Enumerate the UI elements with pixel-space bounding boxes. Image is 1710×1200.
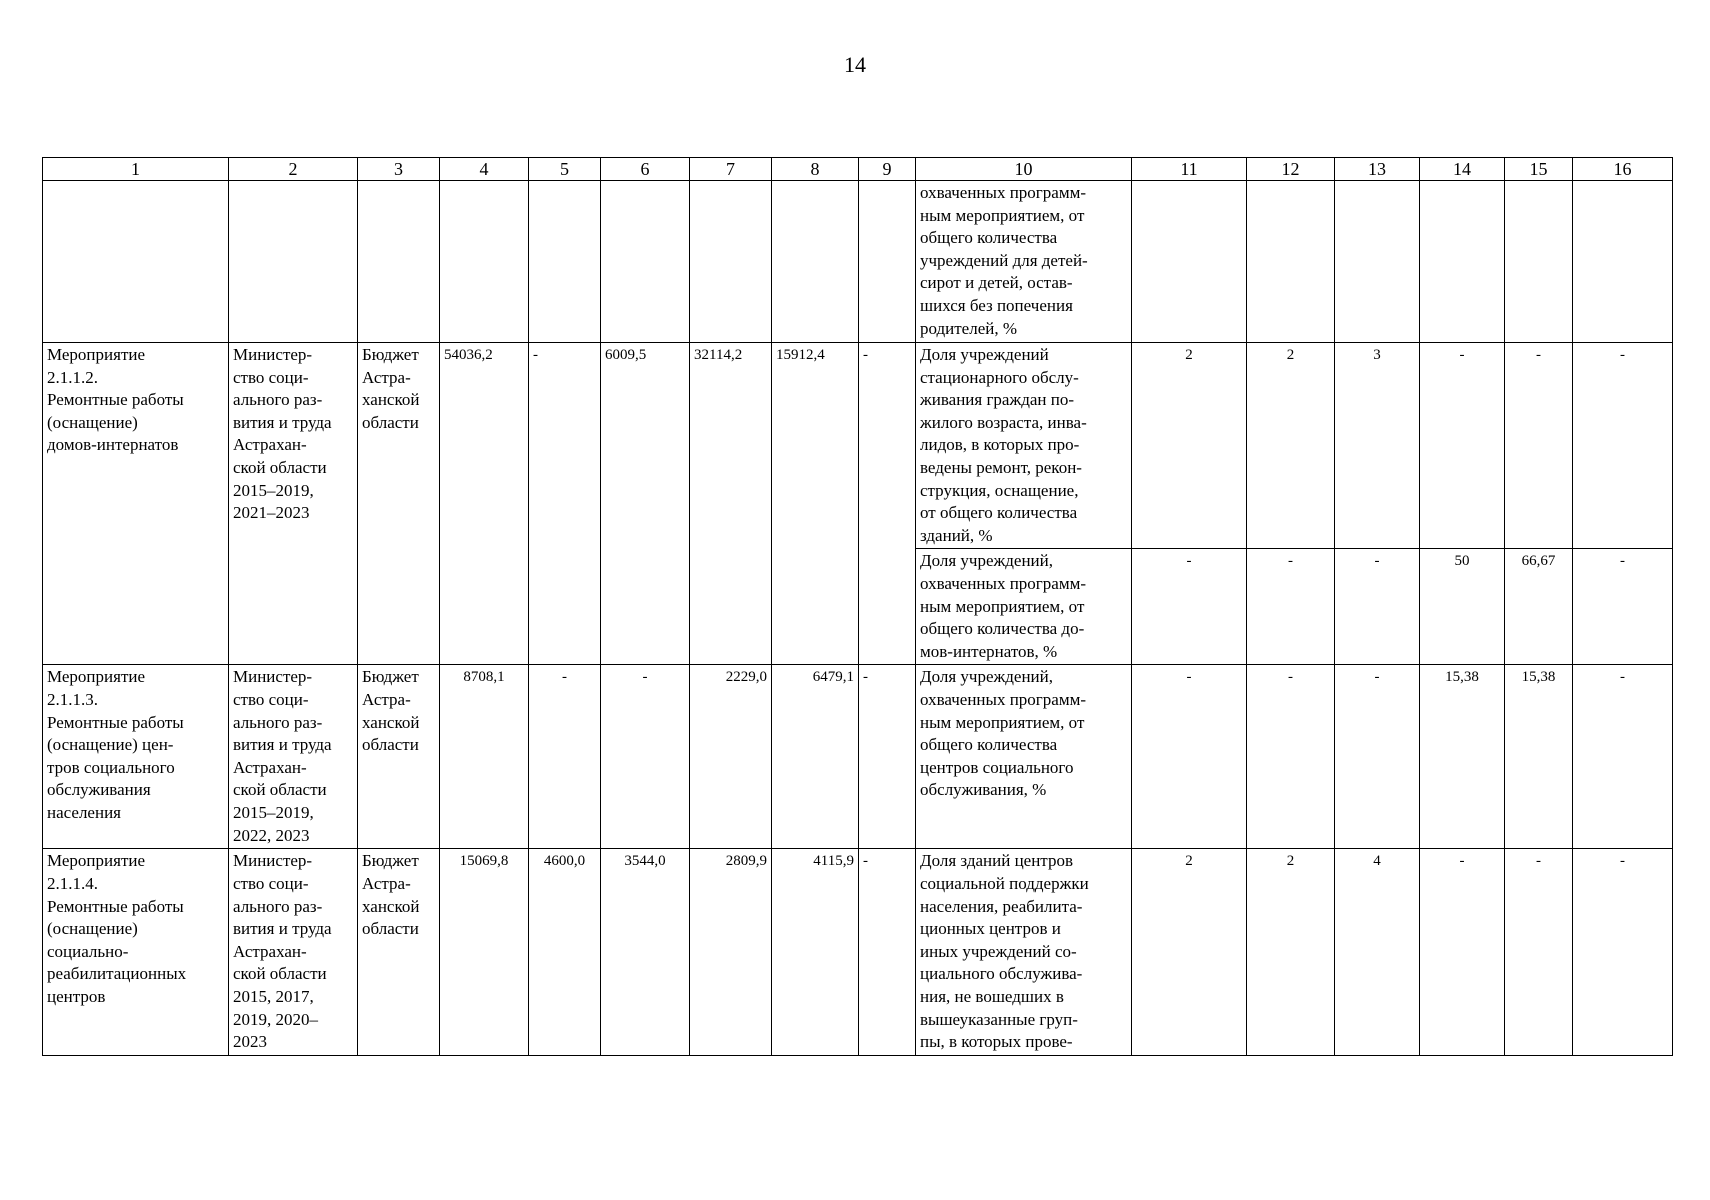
indicator-value-cell: 66,67: [1505, 549, 1573, 665]
column-number: 3: [358, 158, 440, 181]
column-number: 8: [772, 158, 859, 181]
column-number: 7: [690, 158, 772, 181]
indicator-value-cell: -: [1335, 549, 1420, 665]
table-cell: [1247, 181, 1335, 343]
amount-cell: 32114,2: [690, 343, 772, 665]
column-number: 11: [1132, 158, 1247, 181]
amount-cell: 4600,0: [529, 849, 601, 1055]
table-cell: [859, 181, 916, 343]
table-cell: [358, 181, 440, 343]
indicator-value-cell: 2: [1132, 343, 1247, 549]
table-cell: [690, 181, 772, 343]
indicator-value-cell: 3: [1335, 343, 1420, 549]
measure-name-cell: Мероприятие 2.1.1.2. Ремонтные работы (оснащение) домов-интернатов: [43, 343, 229, 665]
indicator-value-cell: -: [1247, 549, 1335, 665]
total-amount-cell: 8708,1: [440, 665, 529, 849]
table-cell: [229, 181, 358, 343]
table-cell: [43, 181, 229, 343]
column-number: 14: [1420, 158, 1505, 181]
column-number: 15: [1505, 158, 1573, 181]
funding-source-cell: Бюджет Астра- ханской области: [358, 343, 440, 665]
table-row-2114: [43, 849, 1673, 1055]
indicator-value-cell: -: [1573, 343, 1673, 549]
amount-cell: 6479,1: [772, 665, 859, 849]
table-cell: [1573, 181, 1673, 343]
column-number: 10: [916, 158, 1132, 181]
indicator-value-cell: 2: [1247, 343, 1335, 549]
amount-cell: 6009,5: [601, 343, 690, 665]
executor-cell: Министер- ство соци- ального раз- вития и труда Астрахан- ской области 2015–2019, 2022, 2023: [229, 665, 358, 849]
indicator-value-cell: -: [1335, 665, 1420, 849]
table-cell: [440, 181, 529, 343]
amount-cell: 2229,0: [690, 665, 772, 849]
indicator-value-cell: -: [1573, 849, 1673, 1055]
indicator-cell: Доля зданий центров социальной поддержки населения, реабилита- ционных центров и иных учреждений со- циального обслужива- ния, не вошедших в вышеуказанные груп- пы, в которых прове-: [916, 849, 1132, 1055]
executor-cell: Министер- ство соци- ального раз- вития и труда Астрахан- ской области 2015–2019, 2021–2023: [229, 343, 358, 665]
table-cell: [772, 181, 859, 343]
amount-cell: -: [859, 665, 916, 849]
amount-cell: -: [529, 343, 601, 665]
indicator-value-cell: -: [1132, 665, 1247, 849]
column-numbers-row: [43, 158, 1673, 181]
table-cell: [1132, 181, 1247, 343]
indicator-value-cell: 2: [1132, 849, 1247, 1055]
measure-name-cell: Мероприятие 2.1.1.3. Ремонтные работы (оснащение) цен- тров социального обслуживания населения: [43, 665, 229, 849]
column-number: 1: [43, 158, 229, 181]
funding-source-cell: Бюджет Астра- ханской области: [358, 849, 440, 1055]
program-table: [42, 157, 1673, 1056]
indicator-value-cell: 15,38: [1420, 665, 1505, 849]
column-number: 13: [1335, 158, 1420, 181]
indicator-value-cell: 2: [1247, 849, 1335, 1055]
amount-cell: 2809,9: [690, 849, 772, 1055]
table-cell: [529, 181, 601, 343]
indicator-value-cell: -: [1573, 549, 1673, 665]
table-row-continuation: [43, 181, 1673, 343]
executor-cell: Министер- ство соци- ального раз- вития и труда Астрахан- ской области 2015, 2017, 2019, 2020– 2023: [229, 849, 358, 1055]
amount-cell: 3544,0: [601, 849, 690, 1055]
indicator-value-cell: 4: [1335, 849, 1420, 1055]
column-number: 6: [601, 158, 690, 181]
table-cell: [601, 181, 690, 343]
amount-cell: -: [529, 665, 601, 849]
funding-source-cell: Бюджет Астра- ханской области: [358, 665, 440, 849]
indicator-value-cell: -: [1505, 343, 1573, 549]
table-row-2112: [43, 343, 1673, 549]
table-cell: [1505, 181, 1573, 343]
indicator-value-cell: 15,38: [1505, 665, 1573, 849]
column-number: 12: [1247, 158, 1335, 181]
indicator-value-cell: -: [1505, 849, 1573, 1055]
indicator-cell: охваченных программ- ным мероприятием, от общего количества учреждений для детей- сирот и детей, остав- шихся без попечения родителей, %: [916, 181, 1132, 343]
amount-cell: 15912,4: [772, 343, 859, 665]
measure-name-cell: Мероприятие 2.1.1.4. Ремонтные работы (оснащение) социально- реабилитационных центров: [43, 849, 229, 1055]
column-number: 4: [440, 158, 529, 181]
amount-cell: 4115,9: [772, 849, 859, 1055]
indicator-value-cell: -: [1247, 665, 1335, 849]
indicator-cell: Доля учреждений, охваченных программ- ным мероприятием, от общего количества до- мов-интернатов, %: [916, 549, 1132, 665]
indicator-value-cell: -: [1573, 665, 1673, 849]
total-amount-cell: 15069,8: [440, 849, 529, 1055]
indicator-value-cell: 50: [1420, 549, 1505, 665]
indicator-value-cell: -: [1132, 549, 1247, 665]
amount-cell: -: [601, 665, 690, 849]
table-cell: [1420, 181, 1505, 343]
indicator-cell: Доля учреждений стационарного обслу- живания граждан по- жилого возраста, инва- лидов, в которых про- ведены ремонт, рекон- струкция, оснащение, от общего количества зданий, %: [916, 343, 1132, 549]
total-amount-cell: 54036,2: [440, 343, 529, 665]
column-number: 2: [229, 158, 358, 181]
table-cell: [1335, 181, 1420, 343]
amount-cell: -: [859, 343, 916, 665]
indicator-value-cell: -: [1420, 849, 1505, 1055]
indicator-value-cell: -: [1420, 343, 1505, 549]
indicator-cell: Доля учреждений, охваченных программ- ным мероприятием, от общего количества центров социального обслуживания, %: [916, 665, 1132, 849]
column-number: 5: [529, 158, 601, 181]
table-row-2113: [43, 665, 1673, 849]
column-number: 16: [1573, 158, 1673, 181]
column-number: 9: [859, 158, 916, 181]
amount-cell: -: [859, 849, 916, 1055]
page-number: 14: [844, 52, 866, 77]
